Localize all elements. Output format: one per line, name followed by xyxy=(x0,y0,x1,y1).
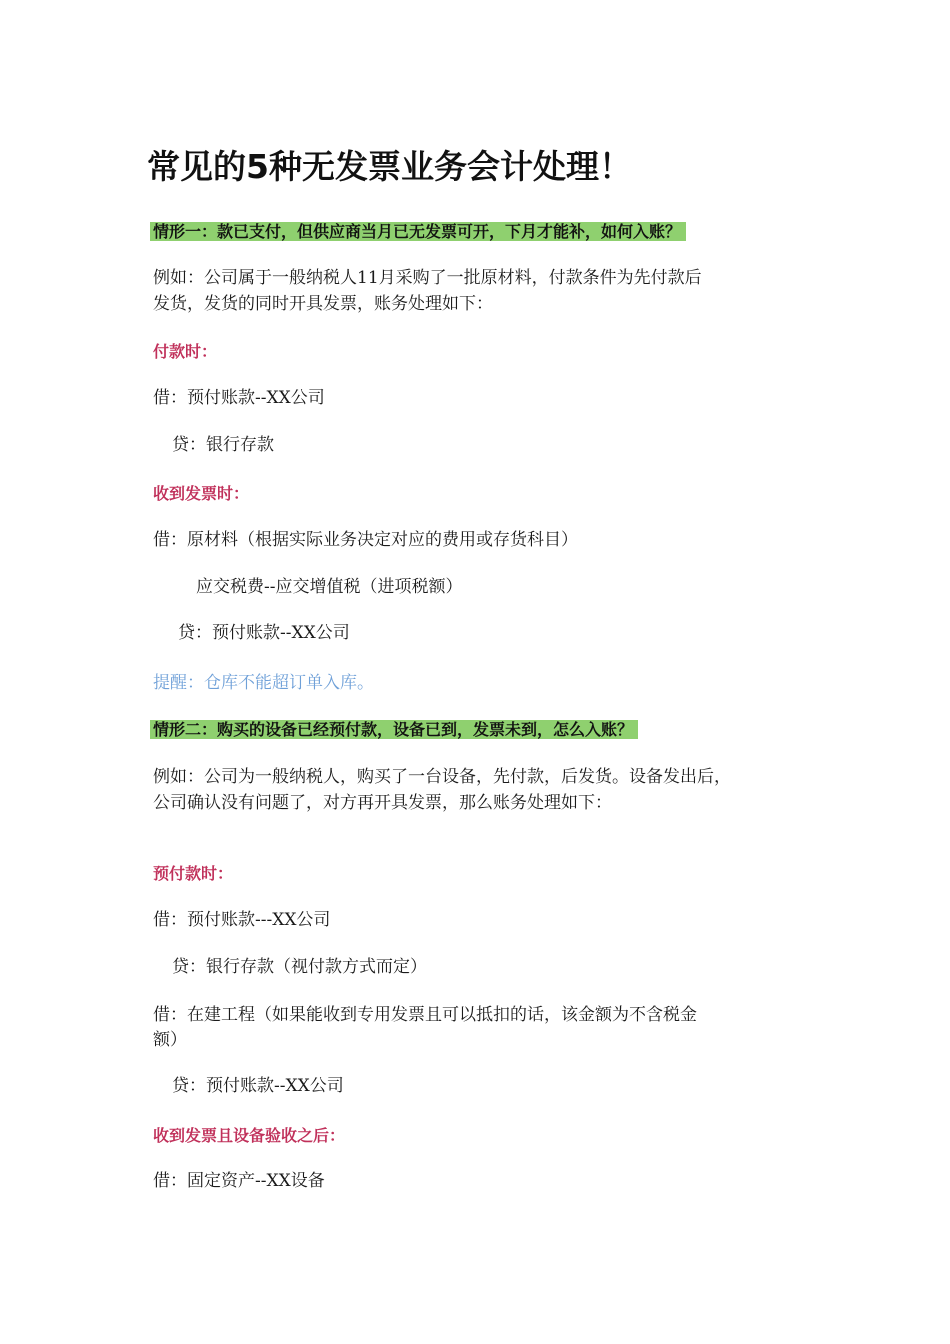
case2-construction-debit-line2: 额） xyxy=(153,1030,187,1050)
case2-heading-line xyxy=(150,718,638,741)
case2-construction-credit: 贷：预付账款--XX公司 xyxy=(172,1076,344,1096)
case1-invoice-debit1: 借：原材料（根据实际业务决定对应的费用或存货科目） xyxy=(153,530,578,550)
case1-invoice-debit2: 应交税费--应交增值税（进项税额） xyxy=(196,577,463,597)
case2-accept-debit: 借：固定资产--XX设备 xyxy=(153,1171,325,1191)
case2-construction-debit-line1: 借：在建工程（如果能收到专用发票且可以抵扣的话，该金额为不含税金 xyxy=(153,1005,697,1025)
case2-accept-label: 收到发票且设备验收之后： xyxy=(153,1126,346,1145)
case2-prepay-debit: 借：预付账款---XX公司 xyxy=(153,910,331,930)
case2-example-line2: 公司确认没有问题了，对方再开具发票，那么账务处理如下： xyxy=(153,793,612,813)
case2-heading: 情形二：购买的设备已经预付款，设备已到，发票未到，怎么入账？ xyxy=(150,720,638,739)
case1-invoice-credit: 贷：预付账款--XX公司 xyxy=(178,623,350,643)
case1-example-line1: 例如：公司属于一般纳税人11月采购了一批原材料，付款条件为先付款后 xyxy=(153,268,702,288)
case1-payment-debit: 借：预付账款--XX公司 xyxy=(153,388,325,408)
document-title: 常见的5种无发票业务会计处理！ xyxy=(147,147,632,186)
case1-heading: 情形一：款已支付，但供应商当月已无发票可开，下月才能补，如何入账？ xyxy=(150,222,686,241)
case1-invoice-label: 收到发票时： xyxy=(153,484,250,503)
case1-reminder: 提醒：仓库不能超订单入库。 xyxy=(153,673,374,693)
case2-prepay-credit: 贷：银行存款（视付款方式而定） xyxy=(172,957,427,977)
case1-heading-line xyxy=(150,220,686,243)
case1-payment-label: 付款时： xyxy=(153,342,218,361)
case1-payment-credit: 贷：银行存款 xyxy=(172,435,274,455)
case2-example-line1: 例如：公司为一般纳税人，购买了一台设备，先付款，后发货。设备发出后， xyxy=(153,767,731,787)
case1-example-line2: 发货，发货的同时开具发票，账务处理如下： xyxy=(153,294,493,314)
case2-prepay-label: 预付款时： xyxy=(153,864,234,883)
